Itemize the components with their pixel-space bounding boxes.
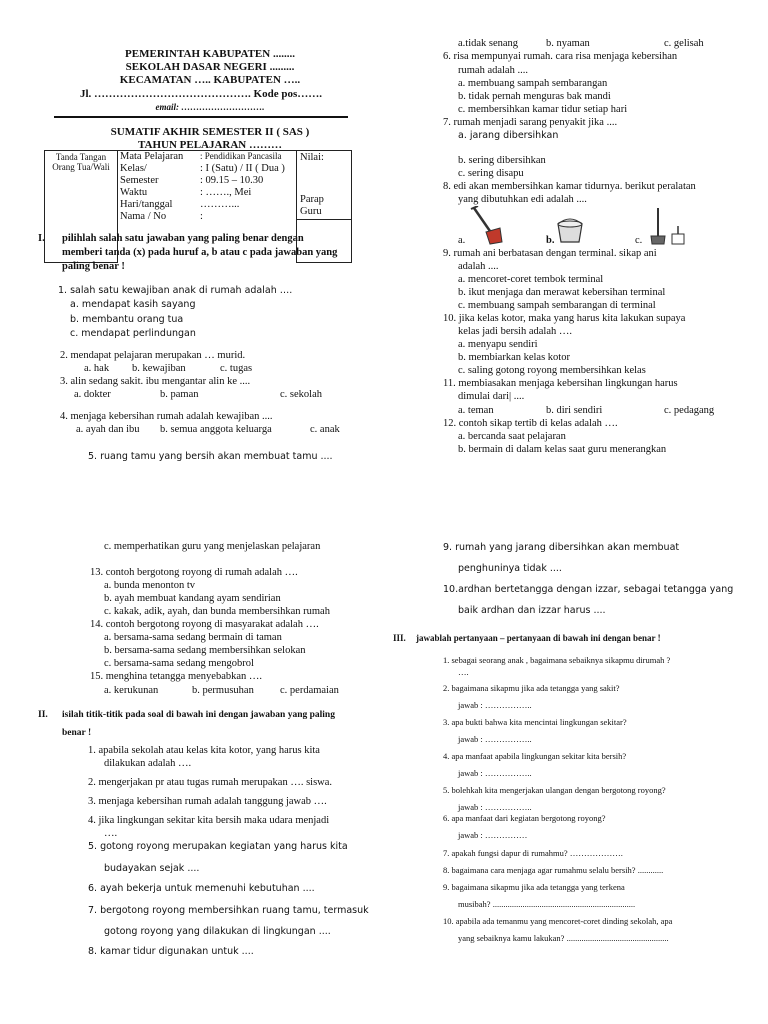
info-fields (118, 151, 297, 263)
option-b[interactable]: b. kewajiban (132, 363, 186, 374)
section1-instruction-line: memberi tanda (x) pada huruf a, b atau c pada jawaban yang (62, 247, 338, 258)
question-13: 13. contoh bergotong royong di rumah adalah …. (90, 567, 298, 578)
essay-7: 7. apakah fungsi dapur di rumahmu? ………………. (443, 848, 623, 858)
fill-item-1-cont: dilakukan adalah …. (104, 758, 192, 769)
option-a[interactable]: a. kerukunan (104, 685, 159, 696)
section2-number: II. (38, 710, 48, 720)
question-15: 15. menghina tetangga menyebabkan …. (90, 671, 263, 682)
option-c[interactable]: c. sering disapu (458, 168, 524, 179)
essay-9-cont: musibah? ................................................................... (458, 899, 636, 909)
essay-4: 4. apa manfaat apabila lingkungan sekitar kita bersih? (443, 751, 627, 761)
field-label: Semester (120, 175, 159, 187)
fill-item-10: 10.ardhan bertetangga dengan izzar, sebagai tetangga yang (443, 584, 734, 595)
option-c[interactable]: c. membuang sampah sembarangan di terminal (458, 300, 656, 311)
teacher-initial-cell: Parap Guru (297, 193, 352, 220)
option-c[interactable]: c. tugas (220, 363, 253, 374)
option-c[interactable]: c. pedagang (664, 405, 715, 416)
question-6-cont: rumah adalah .... (458, 65, 528, 76)
exam-title: SUMATIF AKHIR SEMESTER II ( SAS ) (110, 126, 310, 138)
fill-item-9-cont: penghuninya tidak .... (458, 563, 562, 574)
essay-10: 10. apabila ada temanmu yang mencoret-coret dinding sekolah, apa (443, 916, 673, 926)
q5-option-c[interactable]: c. gelisah (664, 38, 704, 49)
score-cell: Nilai: (297, 151, 352, 180)
option-b[interactable]: b. membiarkan kelas kotor (458, 352, 570, 363)
option-b[interactable]: b. sering dibersihkan (458, 155, 546, 166)
question-7: 7. rumah menjadi sarang penyakit jika .... (443, 117, 618, 128)
option-c[interactable]: c. sekolah (280, 389, 322, 400)
broom-dustpan-icon (648, 206, 688, 246)
question-11: 11. membiasakan menjaga kebersihan lingkungan harus (443, 378, 678, 389)
option-b[interactable]: b. ayah membuat kandang ayam sendirian (104, 593, 281, 604)
field-label: Waktu (120, 187, 148, 199)
question-9-cont: adalah .... (458, 261, 499, 272)
essay-3: 3. apa bukti bahwa kita mencintai lingkungan sekitar? (443, 717, 627, 727)
section3-number: III. (393, 633, 406, 643)
option-b[interactable]: b. paman (160, 389, 199, 400)
field-value: : ……., Mei (200, 187, 252, 199)
field-value: : (200, 211, 203, 223)
option-a[interactable]: a. mendapat kasih sayang (70, 299, 196, 310)
option-c[interactable]: c. memperhatikan guru yang menjelaskan pelajaran (104, 541, 321, 552)
option-b[interactable]: b. semua anggota keluarga (160, 424, 272, 435)
school-name: SEKOLAH DASAR NEGERI ......... (125, 61, 295, 73)
question-3: 3. alin sedang sakit. ibu mengantar alin ke .... (60, 376, 251, 387)
essay-10-cont: yang sebaiknya kamu lakukan? ................................................ (458, 933, 669, 943)
fill-item-5-cont: budayakan sejak .... (104, 863, 200, 874)
option-b[interactable]: b. bersama-sama sedang membersihkan selokan (104, 645, 306, 656)
fill-item-3: 3. menjaga kebersihan rumah adalah tanggung jawab …. (88, 796, 327, 807)
field-label: Kelas/ (120, 163, 147, 175)
option-c[interactable]: c. perdamaian (280, 685, 339, 696)
fill-item-1: 1. apabila sekolah atau kelas kita kotor, yang harus kita (88, 745, 320, 756)
question-14: 14. contoh bergotong royong di masyarakat adalah …. (90, 619, 319, 630)
district-name: KECAMATAN ….. KABUPATEN ….. (119, 74, 301, 86)
fill-item-8: 8. kamar tidur digunakan untuk .... (88, 946, 254, 957)
option-c[interactable]: c. kakak, adik, ayah, dan bunda membersihkan rumah (104, 606, 330, 617)
option-a[interactable]: a. bersama-sama sedang bermain di taman (104, 632, 282, 643)
option-c[interactable]: c. saling gotong royong membersihkan kelas (458, 365, 646, 376)
essay-8: 8. bagaimana cara menjaga agar rumahmu selalu bersih? ............ (443, 865, 664, 875)
answer-line[interactable]: jawab : …………….. (458, 802, 532, 812)
section1-instruction-line: pilihlah salah satu jawaban yang paling benar dengan (62, 233, 304, 244)
fill-item-6: 6. ayah bekerja untuk memenuhi kebutuhan .... (88, 883, 315, 894)
field-label: Hari/tanggal (120, 199, 173, 211)
essay-2: 2. bagaimana sikapmu jika ada tetangga yang sakit? (443, 683, 620, 693)
q5-option-b[interactable]: b. nyaman (546, 38, 590, 49)
option-b[interactable]: b. bermain di dalam kelas saat guru menerangkan (458, 444, 667, 455)
field-label: Nama / No (120, 211, 167, 223)
question-12: 12. contoh sikap tertib di kelas adalah …. (443, 418, 618, 429)
header-divider (54, 116, 348, 118)
fill-item-5: 5. gotong royong merupakan kegiatan yang harus kita (88, 841, 348, 852)
option-c[interactable]: c. anak (310, 424, 340, 435)
option-a[interactable]: a. jarang dibersihkan (458, 130, 559, 141)
option-a[interactable]: a. mencoret-coret tembok terminal (458, 274, 604, 285)
fill-item-2: 2. mengerjakan pr atau tugas rumah merupakan …. siswa. (88, 777, 333, 788)
field-label: Mata Pelajaran (120, 151, 184, 162)
question-5: 5. ruang tamu yang bersih akan membuat tamu .... (88, 451, 333, 462)
essay-5: 5. bolehkah kita mengerjakan ulangan dengan bergotong royong? (443, 785, 666, 795)
essay-6: 6. apa manfaat dari kegiatan bergotong royong? (443, 813, 606, 823)
answer-line[interactable]: jawab : …………….. (458, 768, 532, 778)
option-b[interactable]: b. membantu orang tua (70, 314, 184, 325)
option-a[interactable]: a. teman (458, 405, 494, 416)
school-year: TAHUN PELAJARAN ……… (137, 139, 283, 151)
fill-item-10-cont: baik ardhan dan izzar harus .... (458, 605, 606, 616)
fill-item-7: 7. bergotong royong membersihkan ruang tamu, termasuk (88, 905, 369, 916)
question-8: 8. edi akan membersihkan kamar tidurnya. berikut peralatan (443, 181, 696, 192)
section2-instruction: benar ! (62, 728, 92, 738)
answer-line[interactable]: jawab : …………….. (458, 734, 532, 744)
question-6: 6. risa mempunyai rumah. cara risa menjaga kebersihan (443, 51, 678, 62)
option-a[interactable]: a. menyapu sendiri (458, 339, 538, 350)
option-c[interactable]: c. mendapat perlindungan (70, 328, 196, 339)
essay-1: 1. sebagai seorang anak , bagaimana sebaiknya sikapmu dirumah ? (443, 655, 671, 665)
section1-instruction-line: paling benar ! (62, 261, 125, 272)
question-1: 1. salah satu kewajiban anak di rumah adalah …. (58, 285, 293, 296)
field-value: ………... (200, 199, 240, 211)
fill-item-4-cont: …. (104, 828, 118, 839)
option-a[interactable]: a. bercanda saat pelajaran (458, 431, 566, 442)
option-a[interactable]: a. dokter (74, 389, 111, 400)
option-b[interactable]: b. diri sendiri (546, 405, 603, 416)
email-line: email: ………………………. (155, 102, 265, 112)
field-value: : 09.15 – 10.30 (200, 175, 264, 187)
question-10: 10. jika kelas kotor, maka yang harus kita lakukan supaya (443, 313, 686, 324)
option-b[interactable]: b. (546, 235, 555, 246)
section2-instruction: isilah titik-titik pada soal di bawah ini dengan jawaban yang paling (62, 710, 335, 720)
question-4: 4. menjaga kebersihan rumah adalah kewajiban .... (60, 411, 273, 422)
option-a[interactable]: a. ayah dan ibu (76, 424, 140, 435)
q5-option-a[interactable]: a.tidak senang (458, 38, 519, 49)
parent-signature-cell: Tanda Tangan Orang Tua/Wali (45, 151, 118, 263)
shovel-icon (470, 206, 504, 246)
question-2: 2. mendapat pelajaran merupakan … murid. (60, 350, 246, 361)
fill-item-7-cont: gotong royong yang dilakukan di lingkungan .... (104, 926, 331, 937)
answer-line[interactable]: jawab : …………… (458, 830, 528, 840)
option-a[interactable]: a. bunda menonton tv (104, 580, 195, 591)
option-b[interactable]: b. tidak pernah menguras bak mandi (458, 91, 611, 102)
field-value: : Pendidikan Pancasila (200, 151, 282, 161)
bucket-icon (552, 218, 588, 244)
essay-1-cont: …. (458, 667, 469, 677)
field-value: : I (Satu) / II ( Dua ) (200, 163, 285, 175)
question-10-cont: kelas jadi bersih adalah …. (458, 326, 573, 337)
option-a[interactable]: a. membuang sampah sembarangan (458, 78, 608, 89)
option-c[interactable]: c. bersama-sama sedang mengobrol (104, 658, 254, 669)
fill-item-9: 9. rumah yang jarang dibersihkan akan membuat (443, 542, 680, 553)
question-11-cont: dimulai dari| .... (458, 391, 525, 402)
option-c[interactable]: c. (635, 235, 643, 246)
answer-line[interactable]: jawab : …………….. (458, 700, 532, 710)
option-b[interactable]: b. permusuhan (192, 685, 254, 696)
option-a[interactable]: a. hak (84, 363, 110, 374)
option-a[interactable]: a. (458, 235, 466, 246)
essay-9: 9. bagaimana sikapmu jika ada tetangga yang terkena (443, 882, 625, 892)
section1-number: I. (38, 233, 45, 244)
question-9: 9. rumah ani berbatasan dengan terminal. sikap ani (443, 248, 657, 259)
gov-name: PEMERINTAH KABUPATEN ........ (125, 48, 295, 60)
fill-item-4: 4. jika lingkungan sekitar kita bersih maka udara menjadi (88, 815, 330, 826)
question-8-cont: yang dibutuhkan edi adalah .... (458, 194, 587, 205)
option-b[interactable]: b. ikut menjaga dan merawat kebersihan terminal (458, 287, 666, 298)
option-c[interactable]: c. membersihkan kamar tidur setiap hari (458, 104, 628, 115)
address-line: Jl. ……………………………………. Kode pos……. (80, 88, 323, 100)
section3-instruction: jawablah pertanyaan – pertanyaan di bawah ini dengan benar ! (416, 633, 661, 643)
